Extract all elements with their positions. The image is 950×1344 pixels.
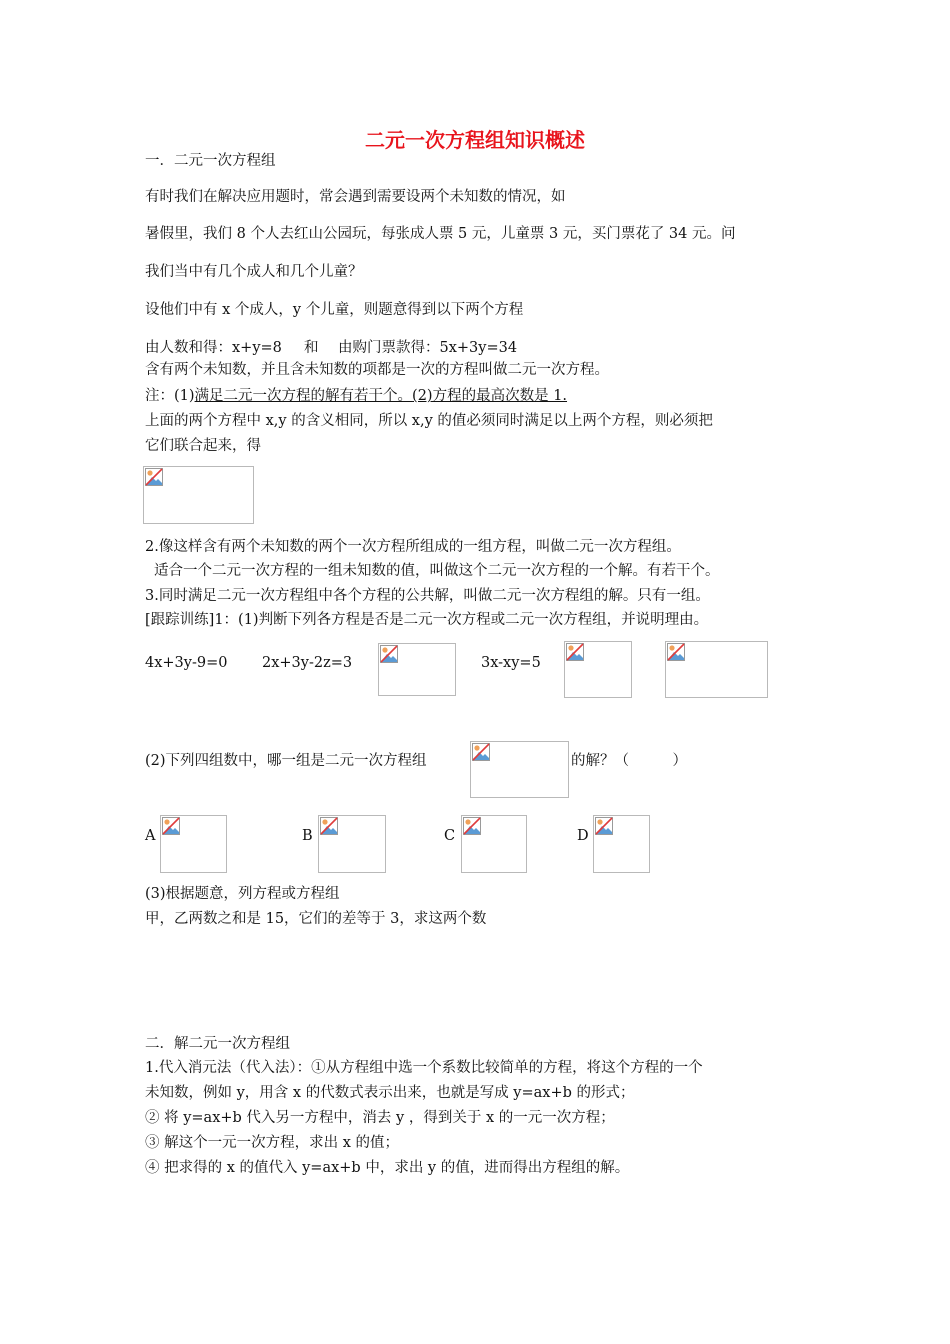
question-2-tail: 的解？（ ） (571, 753, 687, 769)
step-line: 未知数，例如 y，用含 x 的代数式表示出来，也就是写成 y=ax+b 的形式； (145, 1085, 635, 1101)
option-label-d: D (577, 828, 589, 844)
paragraph: 有时我们在解决应用题时，常会遇到需要设两个未知数的情况，如 (145, 189, 566, 205)
broken-image-icon (463, 817, 481, 835)
paragraph: 它们联合起来，得 (145, 438, 261, 454)
paragraph: 暑假里，我们 8 个人去红山公园玩，每张成人票 5 元，儿童票 3 元，买门票花了 34 元。问 (145, 226, 736, 242)
equation-3: 3x-xy=5 (481, 655, 541, 671)
definition: 含有两个未知数，并且含未知数的项都是一次的方程叫做二元一次方程。 (145, 362, 609, 378)
paragraph: 适合一个二元一次方程的一组未知数的值，叫做这个二元一次方程的一个解。有若干个。 (154, 563, 720, 579)
equation-money: 由购门票款得：5x+3y=34 (338, 340, 518, 356)
question-2: (2)下列四组数中，哪一组是二元一次方程组 (145, 753, 427, 769)
equation-2: 2x+3y-2z=3 (262, 655, 353, 671)
broken-image-icon (162, 817, 180, 835)
step-line: ③ 解这个一元一次方程，求出 x 的值； (145, 1135, 400, 1151)
step-line: ② 将 y=ax+b 代入另一方程中，消去 y ，得到关于 x 的一元一次方程； (145, 1110, 615, 1126)
note-prefix: 注：(1) (145, 388, 195, 404)
option-label-a: A (145, 828, 156, 844)
equation-system-image (470, 741, 569, 798)
broken-image-icon (472, 743, 490, 761)
note-underlined-1: 满足二元一次方程的解有若干个。 (194, 388, 413, 404)
step-line: 1.代入消元法（代入法）：①从方程组中选一个系数比较简单的方程，将这个方程的一个 (145, 1060, 703, 1076)
option-c-image (461, 815, 527, 873)
broken-image-icon (320, 817, 338, 835)
option-d-image (593, 815, 650, 873)
paragraph: 我们当中有几个成人和几个儿童？ (145, 264, 363, 280)
paragraph: 3.同时满足二元一次方程组中各个方程的公共解，叫做二元一次方程组的解。只有一组。 (145, 588, 710, 604)
paragraph: 2.像这样含有两个未知数的两个一次方程所组成的一组方程，叫做二元一次方程组。 (145, 539, 681, 555)
option-a-image (160, 815, 227, 873)
equation-image (378, 643, 456, 696)
broken-image-icon (667, 643, 685, 661)
step-line: ④ 把求得的 x 的值代入 y=ax+b 中，求出 y 的值，进而得出方程组的解。 (145, 1160, 630, 1176)
section1-heading: 一．二元一次方程组 (145, 153, 276, 169)
equation-people: 由人数和得：x+y=8 (145, 340, 282, 356)
question-3: (3)根据题意，列方程或方程组 (145, 886, 340, 902)
option-b-image (318, 815, 386, 873)
equation-1: 4x+3y-9=0 (145, 655, 228, 671)
option-label-b: B (302, 828, 313, 844)
option-label-c: C (444, 828, 456, 844)
equation-system-image (143, 466, 254, 524)
broken-image-icon (566, 643, 584, 661)
page-title: 二元一次方程组知识概述 (365, 128, 585, 152)
exercise-heading: [跟踪训练]1：(1)判断下列各方程是否是二元一次方程或二元一次方程组，并说明理由。 (145, 612, 709, 628)
paragraph: 设他们中有 x 个成人，y 个儿童，则题意得到以下两个方程 (145, 302, 524, 318)
paragraph: 上面的两个方程中 x,y 的含义相同，所以 x,y 的值必须同时满足以上两个方程，则必须把 (145, 413, 713, 429)
broken-image-icon (380, 645, 398, 663)
broken-image-icon (595, 817, 613, 835)
broken-image-icon (145, 468, 163, 486)
note-underlined-2: (2)方程的最高次数是 1. (412, 388, 568, 404)
question-3-text: 甲，乙两数之和是 15，它们的差等于 3，求这两个数 (145, 911, 487, 927)
equation-image (564, 641, 632, 698)
note (145, 386, 567, 406)
equation-image (665, 641, 768, 698)
section2-heading: 二．解二元一次方程组 (145, 1036, 290, 1052)
and-word: 和 (304, 340, 319, 356)
